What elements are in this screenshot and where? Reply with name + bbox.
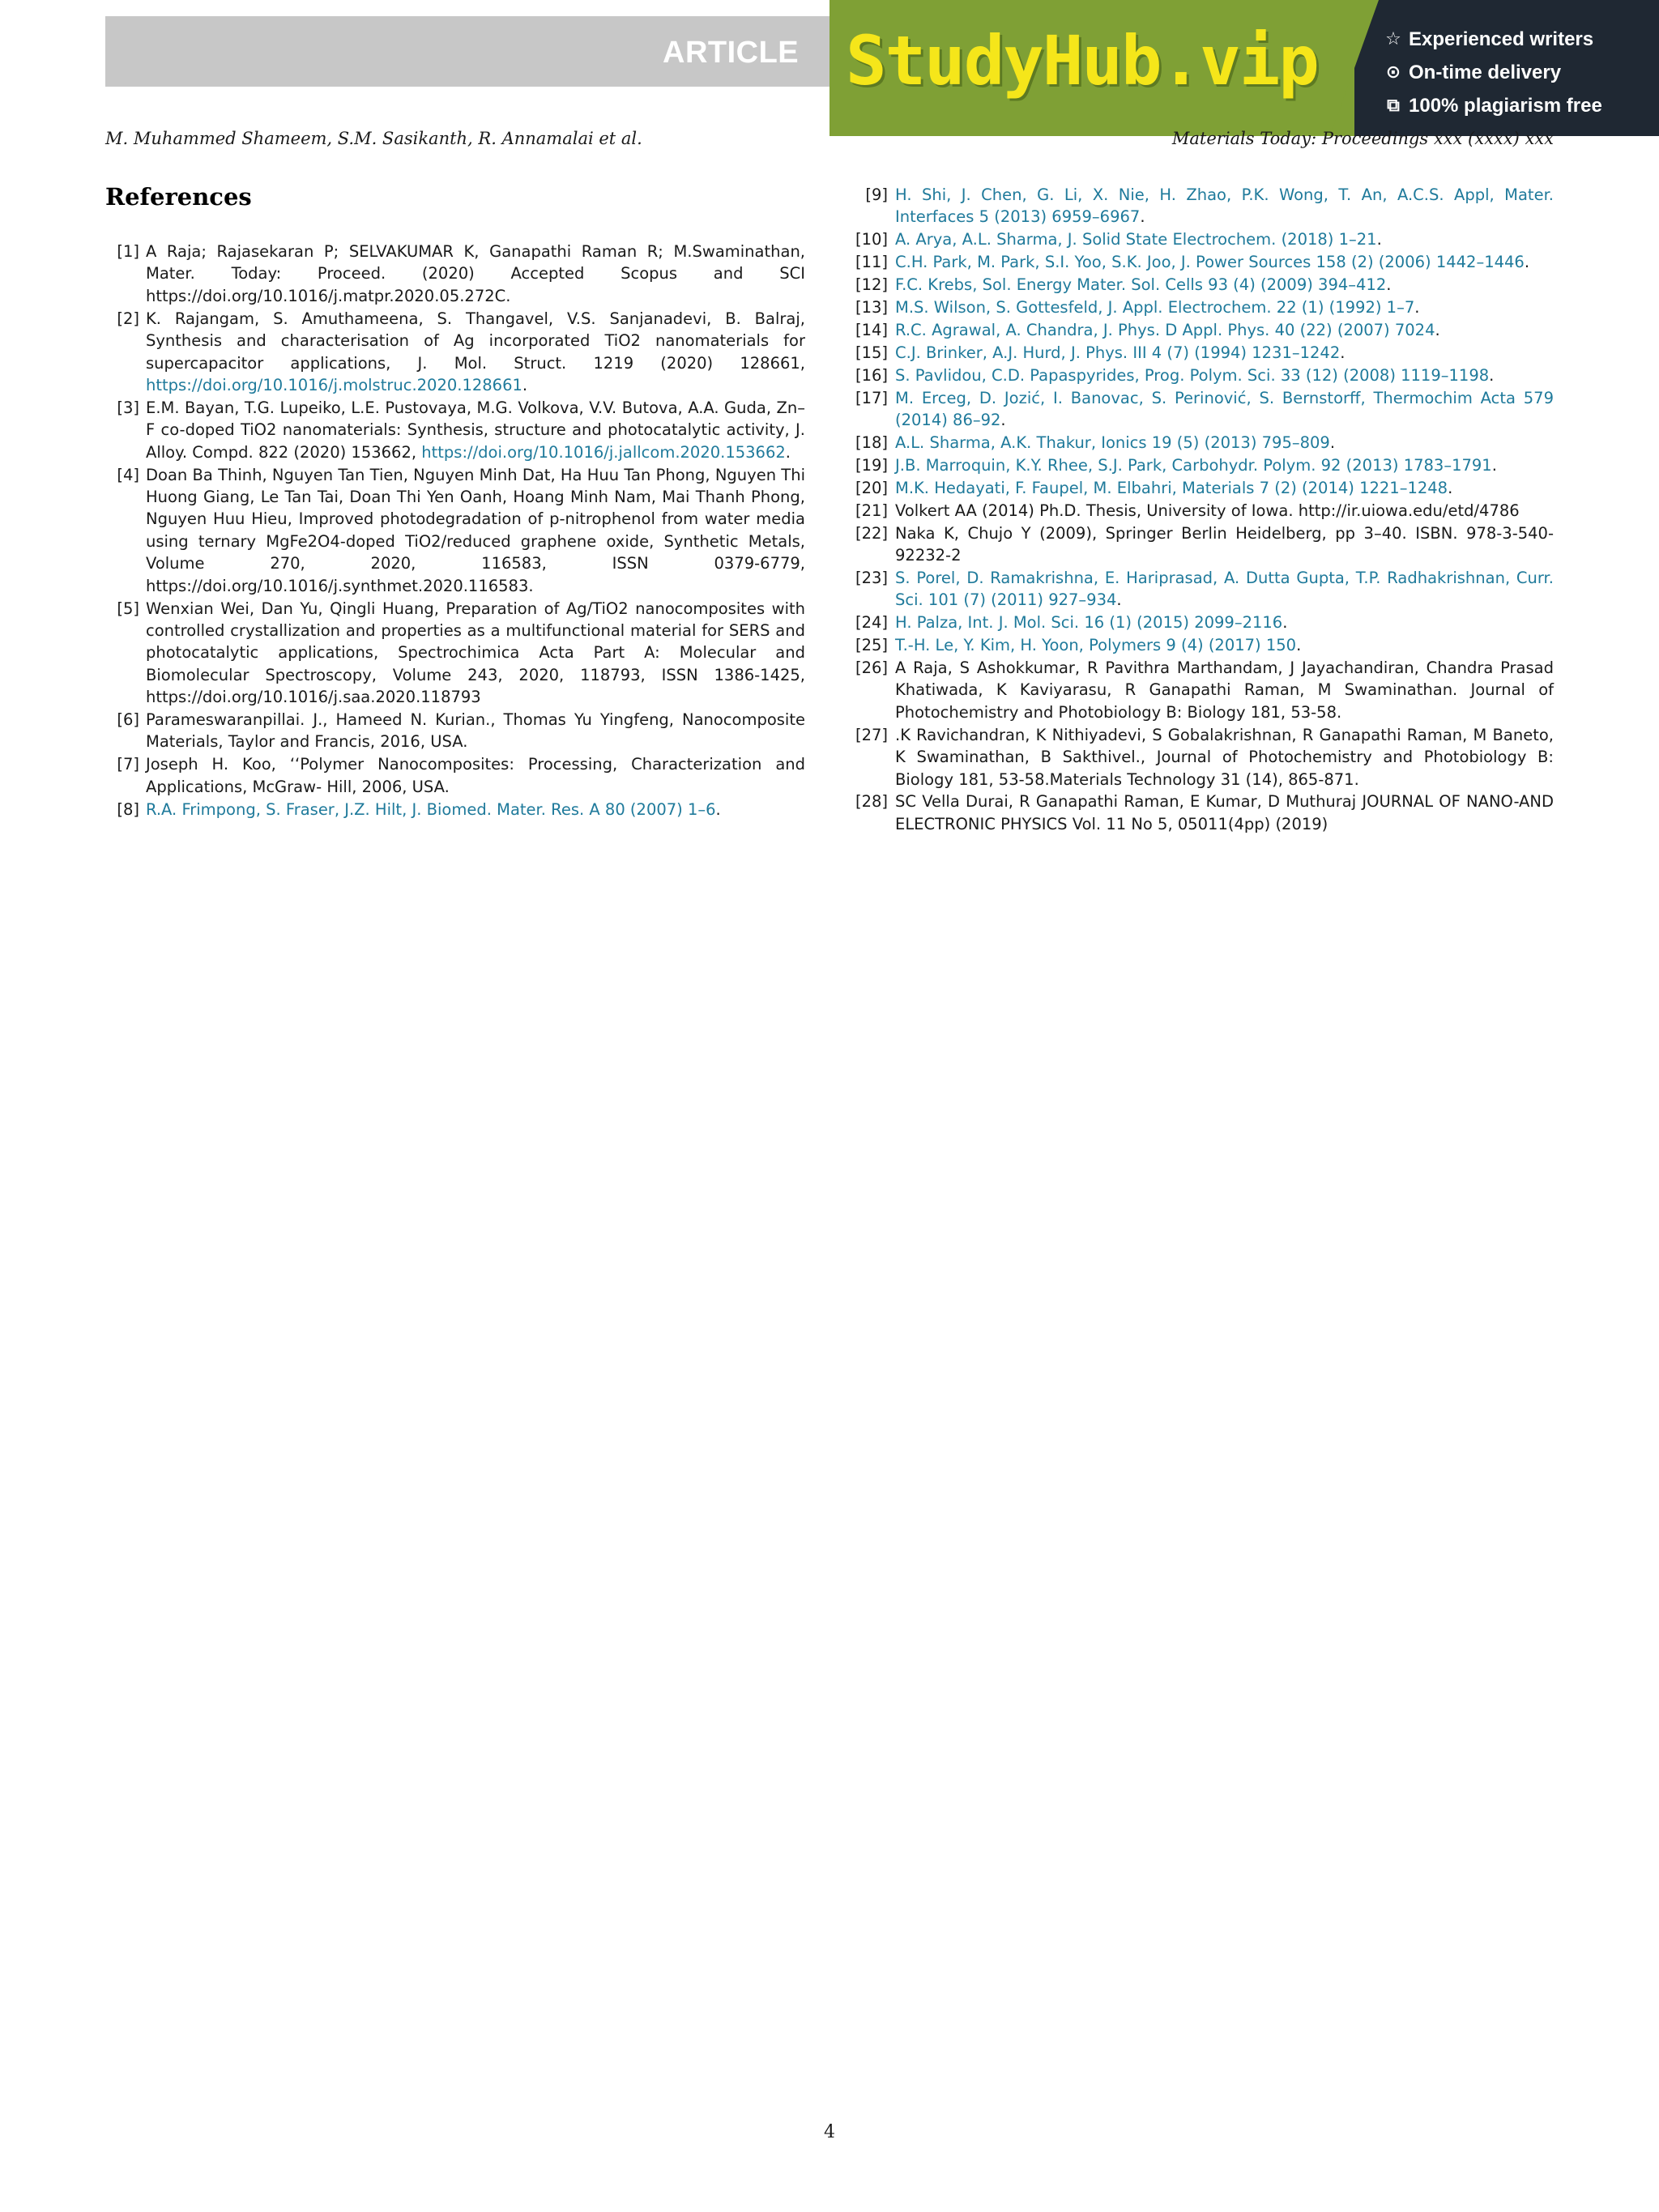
reference-number: [26] xyxy=(855,658,888,678)
reference-tail: . xyxy=(1340,343,1346,362)
reference-item xyxy=(854,522,1554,567)
reference-link[interactable]: H. Shi, J. Chen, G. Li, X. Nie, H. Zhao, P.K. Wong, T. An, A.C.S. Appl, Mater. Interfaces 5 (2013) 6959–6967 xyxy=(895,185,1554,227)
reference-item[interactable] xyxy=(105,397,805,463)
reference-link[interactable]: M.S. Wilson, S. Gottesfeld, J. Appl. Electrochem. 22 (1) (1992) 1–7 xyxy=(895,298,1415,318)
star-icon: ☆ xyxy=(1385,29,1401,49)
reference-tail: . xyxy=(1140,207,1145,227)
reference-item[interactable] xyxy=(854,432,1554,454)
banner-feature xyxy=(1384,23,1602,56)
reference-item[interactable] xyxy=(854,251,1554,273)
reference-number: [16] xyxy=(855,365,888,385)
reference-link[interactable]: M. Erceg, D. Jozić, I. Banovac, S. Perinović, S. Bernstorff, Thermochim Acta 579 (2014) 86–92 xyxy=(895,388,1554,430)
reference-item[interactable] xyxy=(854,634,1554,656)
reference-number: [10] xyxy=(855,230,888,249)
reference-number: [11] xyxy=(855,253,888,272)
banner-feature-list xyxy=(1384,23,1602,122)
reference-item[interactable] xyxy=(854,228,1554,250)
banner-feature xyxy=(1384,89,1602,122)
reference-item xyxy=(105,753,805,798)
doi-link[interactable]: https://doi.org/10.1016/j.molstruc.2020.128661 xyxy=(146,375,522,394)
reference-link[interactable]: S. Porel, D. Ramakrishna, E. Hariprasad, A. Dutta Gupta, T.P. Radhakrishnan, Curr. Sci. 101 (7) (2011) 927–934 xyxy=(895,568,1554,610)
reference-tail: . xyxy=(1489,365,1495,385)
reference-text: Naka K, Chujo Y (2009), Springer Berlin Heidelberg, pp 3–40. ISBN. 978-3-540-92232-2 xyxy=(895,523,1554,565)
reference-link[interactable]: H. Palza, Int. J. Mol. Sci. 16 (1) (2015) 2099–2116 xyxy=(895,613,1283,633)
reference-number: [24] xyxy=(855,613,888,633)
reference-number: [19] xyxy=(855,455,888,475)
reference-item[interactable] xyxy=(854,364,1554,386)
reference-tail: . xyxy=(1414,298,1420,318)
reference-tail: . xyxy=(1386,275,1392,295)
reference-number: [23] xyxy=(855,568,888,587)
banner-feature-text: Experienced writers xyxy=(1409,28,1594,50)
reference-list-left xyxy=(105,241,805,821)
reference-link[interactable]: A. Arya, A.L. Sharma, J. Solid State Electrochem. (2018) 1–21 xyxy=(895,230,1377,249)
reference-link[interactable]: S. Pavlidou, C.D. Papaspyrides, Prog. Polym. Sci. 33 (12) (2008) 1119–1198 xyxy=(895,365,1490,385)
reference-item[interactable] xyxy=(854,184,1554,228)
banner-feature-text: 100% plagiarism free xyxy=(1409,95,1602,117)
reference-tail: . xyxy=(1329,433,1336,452)
reference-tail: . xyxy=(1116,590,1122,610)
banner-feature-text: On-time delivery xyxy=(1409,62,1562,83)
reference-item xyxy=(854,724,1554,791)
reference-link[interactable]: F.C. Krebs, Sol. Energy Mater. Sol. Cells 93 (4) (2009) 394–412 xyxy=(895,275,1387,295)
reference-link[interactable]: A.L. Sharma, A.K. Thakur, Ionics 19 (5) (2013) 795–809 xyxy=(895,433,1330,452)
reference-number: [9] xyxy=(865,185,888,204)
reference-item[interactable] xyxy=(854,319,1554,341)
reference-item[interactable] xyxy=(854,567,1554,612)
reference-number: [22] xyxy=(855,523,888,543)
banner-wedge xyxy=(1330,0,1379,136)
studyhub-ad-banner[interactable] xyxy=(830,0,1659,136)
clock-icon: ⊙ xyxy=(1385,62,1401,83)
reference-link[interactable]: J.B. Marroquin, K.Y. Rhee, S.J. Park, Carbohydr. Polym. 92 (2013) 1783–1791 xyxy=(895,455,1492,475)
reference-text: SC Vella Durai, R Ganapathi Raman, E Kumar, D Muthuraj JOURNAL OF NANO-AND ELECTRONIC PHYSICS Vol. 11 No 5, 05011(4pp) (2019) xyxy=(895,792,1554,833)
reference-number: [27] xyxy=(855,725,888,744)
reference-tail: . xyxy=(785,442,791,462)
reference-item[interactable] xyxy=(854,342,1554,364)
reference-item[interactable] xyxy=(854,296,1554,318)
reference-tail: . xyxy=(1296,636,1302,655)
reference-number: [5] xyxy=(117,599,139,618)
reference-item[interactable] xyxy=(105,799,805,820)
reference-tail: . xyxy=(1282,613,1288,633)
reference-item[interactable] xyxy=(105,308,805,397)
doi-link[interactable]: https://doi.org/10.1016/j.jallcom.2020.153662 xyxy=(421,442,786,462)
reference-number: [14] xyxy=(855,320,888,339)
reference-text: Doan Ba Thinh, Nguyen Tan Tien, Nguyen Minh Dat, Ha Huu Tan Phong, Nguyen Thi Huong Giang, Le Tan Tai, Doan Thi Yen Oanh, Hoang Minh Nam, Mai Thanh Phong, Nguyen Huu Hieu, Improved photodegradation of p-nitrophenol from water media using ternary MgFe2O4-doped TiO2/reduced graphene oxide, Synthetic Metals, Volume 270, 2020, 116583, ISSN 0379-6779, https://doi.org/10.1016/j.synthmet.2020.116583. xyxy=(146,465,805,595)
reference-number: [21] xyxy=(855,501,888,520)
reference-link[interactable]: C.J. Brinker, A.J. Hurd, J. Phys. III 4 (7) (1994) 1231–1242 xyxy=(895,343,1341,362)
reference-number: [18] xyxy=(855,433,888,452)
reference-tail: . xyxy=(522,375,528,394)
reference-list-right xyxy=(854,184,1554,836)
copy-icon: ⧉ xyxy=(1387,96,1400,116)
reference-link[interactable]: C.H. Park, M. Park, S.I. Yoo, S.K. Joo, J. Power Sources 158 (2) (2006) 1442–1446 xyxy=(895,253,1525,272)
reference-number: [8] xyxy=(117,799,139,819)
reference-text: Parameswaranpillai. J., Hameed N. Kurian., Thomas Yu Yingfeng, Nanocomposite Materials, Taylor and Francis, 2016, USA. xyxy=(146,710,805,752)
reference-item[interactable] xyxy=(854,387,1554,432)
banner-feature xyxy=(1384,56,1602,89)
reference-tail: . xyxy=(1435,320,1440,339)
banner-brand-logo[interactable]: StudyHub.vip xyxy=(846,21,1318,100)
reference-tail: . xyxy=(1376,230,1382,249)
reference-item xyxy=(105,464,805,597)
reference-tail: . xyxy=(1448,478,1453,497)
reference-text: .K Ravichandran, K Nithiyadevi, S Gobalakrishnan, R Ganapathi Raman, M Baneto, K Swaminathan, B Sakthivel., Journal of Photochemistry and Photobiology B: Biology 181, 53-58.Materials Technology 31 (14), 865-871. xyxy=(895,725,1554,789)
reference-text: E.M. Bayan, T.G. Lupeiko, L.E. Pustovaya, M.G. Volkova, V.V. Butova, A.A. Guda, Zn–F co-doped TiO2 nanomaterials: Synthesis, structure and photocatalytic activity, J. Alloy. Compd. 822 (2020) 153662, xyxy=(146,398,805,462)
reference-tail: . xyxy=(715,799,721,819)
reference-text: Volkert AA (2014) Ph.D. Thesis, University of Iowa. http://ir.uiowa.edu/etd/4786 xyxy=(895,501,1520,520)
reference-number: [12] xyxy=(855,275,888,295)
running-head-journal: Materials Today: Proceedings xxx (xxxx) xxx xyxy=(1171,129,1554,148)
reference-link[interactable]: T.-H. Le, Y. Kim, H. Yoon, Polymers 9 (4) (2017) 150 xyxy=(895,636,1297,655)
reference-number: [6] xyxy=(117,710,139,730)
reference-number: [13] xyxy=(855,298,888,318)
reference-text: Joseph H. Koo, ‘‘Polymer Nanocomposites: Processing, Characterization and Applications, McGraw- Hill, 2006, USA. xyxy=(146,755,805,796)
reference-number: [28] xyxy=(855,792,888,812)
reference-item[interactable] xyxy=(854,477,1554,499)
reference-number: [3] xyxy=(117,398,139,417)
section-title: References xyxy=(105,183,252,211)
reference-item xyxy=(105,598,805,709)
reference-number: [4] xyxy=(117,465,139,484)
reference-number: [15] xyxy=(855,343,888,362)
article-label: ARTICLE xyxy=(663,36,800,70)
reference-text: Wenxian Wei, Dan Yu, Qingli Huang, Preparation of Ag/TiO2 nanocomposites with controlled crystallization and properties as a multifunctional material for SERS and photocatalytic applications, Spectrochimica Acta Part A: Molecular and Biomolecular Spectroscopy, Volume 243, 2020, 118793, ISSN 1386-1425, https://doi.org/10.1016/j.saa.2020.118793 xyxy=(146,599,805,707)
reference-number: [17] xyxy=(855,388,888,407)
running-head-authors: M. Muhammed Shameem, S.M. Sasikanth, R. Annamalai et al. xyxy=(105,129,642,148)
reference-number: [7] xyxy=(117,755,139,774)
reference-link[interactable]: R.C. Agrawal, A. Chandra, J. Phys. D Appl. Phys. 40 (22) (2007) 7024 xyxy=(895,320,1435,339)
reference-link[interactable]: M.K. Hedayati, F. Faupel, M. Elbahri, Materials 7 (2) (2014) 1221–1248 xyxy=(895,478,1448,497)
reference-tail: . xyxy=(1491,455,1497,475)
reference-item xyxy=(854,500,1554,522)
reference-item xyxy=(105,241,805,307)
reference-item xyxy=(854,657,1554,723)
page-number: 4 xyxy=(824,2122,835,2142)
reference-number: [1] xyxy=(117,242,139,261)
reference-number: [25] xyxy=(855,636,888,655)
reference-item[interactable] xyxy=(854,274,1554,296)
reference-item[interactable] xyxy=(854,612,1554,633)
reference-item xyxy=(854,791,1554,835)
reference-link[interactable]: R.A. Frimpong, S. Fraser, J.Z. Hilt, J. Biomed. Mater. Res. A 80 (2007) 1–6 xyxy=(146,799,716,819)
reference-number: [2] xyxy=(117,309,139,328)
reference-text: A Raja, S Ashokkumar, R Pavithra Marthandam, J Jayachandiran, Chandra Prasad Khatiwada, K Kaviyarasu, R Ganapathi Raman, M Swaminathan. Journal of Photochemistry and Photobiology B: Biology 181, 53-58. xyxy=(895,658,1554,722)
reference-tail: . xyxy=(1524,253,1530,272)
reference-number: [20] xyxy=(855,478,888,497)
reference-text: K. Rajangam, S. Amuthameena, S. Thangavel, V.S. Sanjanadevi, B. Balraj, Synthesis and characterisation of Ag incorporated TiO2 nanomaterials for supercapacitor applications, J. Mol. Struct. 1219 (2020) 128661, xyxy=(146,309,805,373)
reference-item xyxy=(105,709,805,753)
reference-text: A Raja; Rajasekaran P; SELVAKUMAR K, Ganapathi Raman R; M.Swaminathan, Mater. Today: Proceed. (2020) Accepted Scopus and SCI https://doi.org/10.1016/j.matpr.2020.05.272C. xyxy=(146,242,805,305)
reference-tail: . xyxy=(1000,411,1006,430)
reference-item[interactable] xyxy=(854,454,1554,476)
